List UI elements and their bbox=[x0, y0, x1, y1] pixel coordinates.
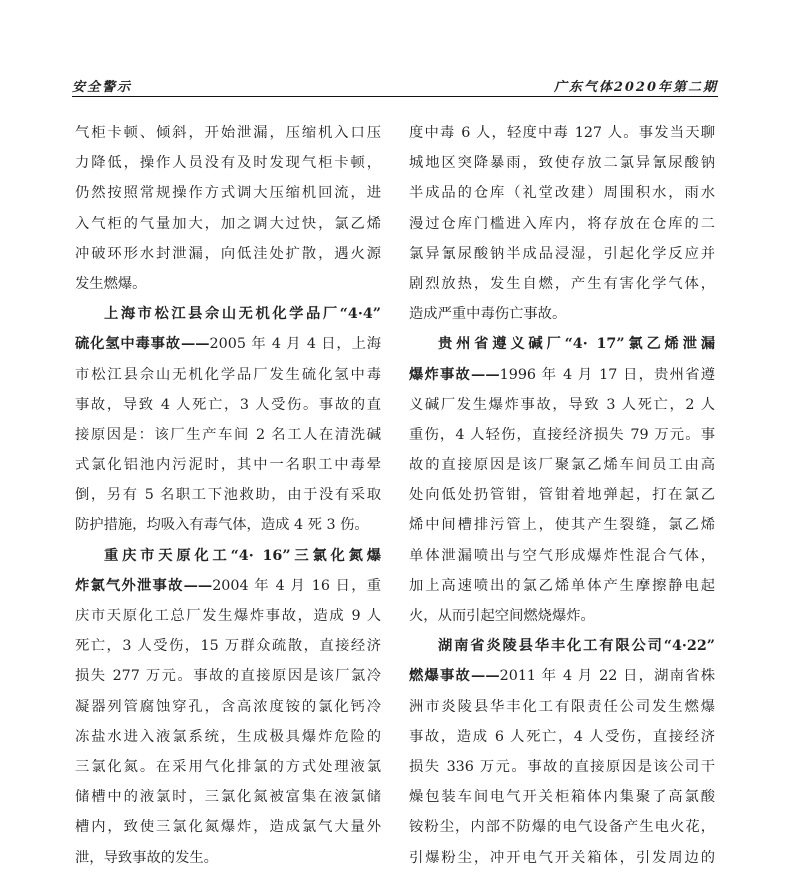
running-header bbox=[72, 76, 718, 96]
text-line bbox=[75, 843, 381, 873]
text-line bbox=[75, 420, 381, 450]
text-line bbox=[75, 601, 381, 631]
text-line bbox=[75, 148, 381, 178]
body-text: 铵粉尘，内部不防爆的电气设备产生电火花， bbox=[409, 819, 715, 836]
text-line bbox=[75, 299, 381, 329]
accident-heading: 上海市松江县佘山无机化学品厂“4·4” bbox=[104, 306, 381, 323]
text-line bbox=[75, 329, 381, 359]
body-text: 死亡，3 人受伤，15 万群众疏散，直接经济 bbox=[75, 638, 381, 655]
body-text: 损失 277 万元。事故的直接原因是该厂氯冷 bbox=[75, 668, 381, 685]
text-line bbox=[409, 450, 715, 480]
text-line bbox=[409, 510, 715, 540]
text-line bbox=[409, 269, 715, 299]
body-text: 气柜卡顿、倾斜，开始泄漏，压缩机入口压 bbox=[75, 125, 381, 141]
left-column bbox=[75, 118, 381, 873]
text-line bbox=[409, 299, 715, 329]
text-line bbox=[75, 390, 381, 420]
body-text: 2011 年 4 月 22 日，湖南省株 bbox=[499, 668, 715, 685]
text-line bbox=[409, 692, 715, 722]
accident-heading: 硫化氢中毒事故—— bbox=[75, 336, 210, 353]
text-line bbox=[409, 782, 715, 812]
body-text: 半成品的仓库（礼堂改建）周围积水，雨水 bbox=[409, 185, 715, 202]
body-text: 泄，导致事故的发生。 bbox=[75, 849, 218, 866]
body-text: 火，从而引起空间燃烧爆炸。 bbox=[409, 608, 595, 624]
text-line bbox=[75, 722, 381, 752]
body-text: 事故，造成 6 人死亡，4 人受伤，直接经济 bbox=[409, 728, 715, 745]
body-text: 洲市炎陵县华丰化工有限责任公司发生燃爆 bbox=[409, 698, 715, 715]
body-text: 槽内，致使三氯化氮爆炸，造成氯气大量外 bbox=[75, 819, 381, 836]
text-line bbox=[409, 148, 715, 178]
body-text: 引爆粉尘，冲开电气开关箱体，引发周边的 bbox=[409, 849, 715, 866]
text-line bbox=[409, 752, 715, 782]
journal-issue: 广东气体2020年第二期 bbox=[553, 80, 718, 95]
text-line bbox=[409, 420, 715, 450]
text-line bbox=[75, 782, 381, 812]
text-line bbox=[75, 118, 381, 148]
text-line bbox=[75, 239, 381, 269]
body-text: 式氯化铝池内污泥时，其中一名职工中毒晕 bbox=[75, 457, 381, 474]
text-line bbox=[75, 450, 381, 480]
body-text: 2004 年 4 月 16 日，重 bbox=[212, 577, 381, 594]
text-line bbox=[409, 541, 715, 571]
accident-heading: 爆炸事故—— bbox=[409, 366, 500, 383]
body-text: 仍然按照常规操作方式调大压缩机回流，进 bbox=[75, 185, 381, 202]
body-text: 2005 年 4 月 4 日，上海 bbox=[209, 336, 381, 353]
text-line bbox=[75, 661, 381, 691]
body-text: 防护措施，均吸入有毒气体，造成 4 死 3 伤。 bbox=[75, 517, 369, 534]
body-text: 义碱厂发生爆炸事故，导致 3 人死亡，2 人 bbox=[409, 396, 715, 413]
body-text: 处向低处扔管钳，管钳着地弹起，打在氯乙 bbox=[409, 487, 715, 504]
body-text: 发生燃爆。 bbox=[75, 275, 147, 292]
accident-heading: 重庆市天原化工“4· 16”三氯化氮爆 bbox=[104, 547, 381, 564]
body-text: 损失 336 万元。事故的直接原因是该公司干 bbox=[409, 758, 715, 775]
body-text: 度中毒 6 人，轻度中毒 127 人。事发当天聊 bbox=[409, 125, 715, 141]
right-column bbox=[409, 118, 715, 873]
body-text: 燥包装车间电气开关柜箱体内集聚了高氯酸 bbox=[409, 789, 715, 806]
body-text: 力降低，操作人员没有及时发现气柜卡顿， bbox=[75, 155, 381, 172]
body-text: 烯中间槽排污管上，使其产生裂缝，氯乙烯 bbox=[409, 517, 715, 534]
body-text: 凝器列管腐蚀穿孔，含高浓度铵的氯化钙冷 bbox=[75, 698, 381, 715]
body-text: 故的直接原因是该厂聚氯乙烯车间员工由高 bbox=[409, 457, 715, 474]
body-text: 倒，另有 5 名职工下池救助，由于没有采取 bbox=[75, 487, 381, 504]
text-line bbox=[75, 269, 381, 299]
body-text: 剧烈放热，发生自燃，产生有害化学气体， bbox=[409, 275, 715, 292]
body-text: 造成严重中毒伤亡事故。 bbox=[409, 306, 567, 323]
text-line bbox=[409, 178, 715, 208]
body-text: 冻盐水进入液氯系统，生成极具爆炸危险的 bbox=[75, 728, 381, 745]
body-text: 城地区突降暴雨，致使存放二氯异氰尿酸钠 bbox=[409, 155, 715, 172]
text-line bbox=[75, 752, 381, 782]
text-line bbox=[409, 329, 715, 359]
body-text: 事故，导致 4 人死亡，3 人受伤。事故的直 bbox=[75, 396, 381, 413]
text-line bbox=[409, 390, 715, 420]
text-line bbox=[409, 722, 715, 752]
text-line bbox=[409, 661, 715, 691]
body-text: 接原因是：该厂生产车间 2 名工人在清洗碱 bbox=[75, 426, 381, 443]
body-text: 重伤，4 人轻伤，直接经济损失 79 万元。事 bbox=[409, 426, 715, 443]
accident-heading: 贵州省遵义碱厂“4· 17”氯乙烯泄漏 bbox=[438, 336, 715, 353]
text-line bbox=[409, 843, 715, 873]
body-text: 储槽中的液氯时，三氯化氮被富集在液氯储 bbox=[75, 789, 381, 806]
body-text: 漫过仓库门槛进入库内，将存放在仓库的二 bbox=[409, 215, 715, 232]
text-line bbox=[409, 360, 715, 390]
body-text: 1996 年 4 月 17 日，贵州省遵 bbox=[499, 366, 715, 383]
text-line bbox=[75, 571, 381, 601]
text-line bbox=[75, 510, 381, 540]
text-line bbox=[75, 631, 381, 661]
text-line bbox=[75, 480, 381, 510]
body-text: 入气柜的气量加大，加之调大过快，氯乙烯 bbox=[75, 215, 381, 232]
text-line bbox=[409, 631, 715, 661]
body-text: 三氯化氮。在采用气化排氯的方式处理液氯 bbox=[75, 758, 381, 775]
body-text: 市松江县佘山无机化学品厂发生硫化氢中毒 bbox=[75, 366, 381, 383]
text-line bbox=[409, 239, 715, 269]
text-line bbox=[409, 601, 715, 631]
text-line bbox=[75, 360, 381, 390]
text-line bbox=[75, 812, 381, 842]
accident-heading: 湖南省炎陵县华丰化工有限公司“4·22” bbox=[438, 638, 715, 655]
accident-heading: 炸氯气外泄事故—— bbox=[75, 577, 213, 594]
text-line bbox=[409, 209, 715, 239]
text-line bbox=[75, 692, 381, 722]
text-line bbox=[75, 541, 381, 571]
body-text: 加上高速喷出的氯乙烯单体产生摩擦静电起 bbox=[409, 577, 715, 594]
text-line bbox=[75, 209, 381, 239]
body-text: 单体泄漏喷出与空气形成爆炸性混合气体， bbox=[409, 547, 715, 564]
text-line bbox=[409, 480, 715, 510]
header-divider bbox=[72, 96, 718, 97]
body-text: 庆市天原化工总厂发生爆炸事故，造成 9 人 bbox=[75, 608, 381, 624]
accident-heading: 燃爆事故—— bbox=[409, 668, 500, 685]
text-line bbox=[409, 118, 715, 148]
text-line bbox=[409, 812, 715, 842]
body-text: 冲破环形水封泄漏，向低洼处扩散，遇火源 bbox=[75, 245, 381, 262]
section-title: 安全警示 bbox=[72, 80, 133, 95]
body-text: 氯异氰尿酸钠半成品浸湿，引起化学反应并 bbox=[409, 245, 715, 262]
text-line bbox=[409, 571, 715, 601]
text-line bbox=[75, 178, 381, 208]
